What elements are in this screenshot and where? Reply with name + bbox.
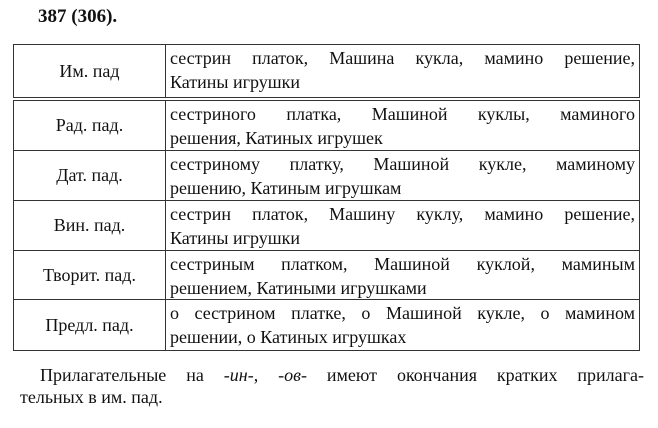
forms-line: решением, Катиными игрушками [170,278,427,298]
rule-note-text: Прилагательные на [40,365,224,385]
forms-line: сестриного платка, Машиной куклы, маминого [170,104,635,124]
table-row [14,45,639,97]
case-forms [166,300,639,350]
table-row [14,151,639,201]
case-name: Рад. пад. [14,101,166,150]
forms-line: сестрин платок, Машина кукла, мамино решение, [170,48,635,68]
case-forms [166,45,639,97]
suffix-ov: -ов- [278,365,307,385]
forms-line: сестриным платком, Машиной куклой, маминым [170,254,635,274]
case-forms [166,101,639,150]
case-name: Творит. пад. [14,251,166,299]
case-table-oblique [13,100,640,351]
case-forms [166,251,639,299]
case-name: Дат. пад. [14,151,166,200]
forms-line: Катины игрушки [170,228,301,248]
forms-line: Катины игрушки [170,72,301,92]
case-name: Вин. пад. [14,201,166,250]
rule-note-separator: , [253,365,279,385]
suffix-in: -ин- [223,365,254,385]
case-forms [166,201,639,250]
forms-line: сестрин платок, Машину куклу, мамино решение, [170,204,635,224]
rule-note-line: тельных в им. пад. [20,387,163,407]
forms-line: о сестрином платке, о Машиной кукле, о мамином [170,303,635,323]
forms-line: сестриному платку, Машиной кукле, маминому [170,154,635,174]
table-row [14,300,639,350]
rule-note-text: имеют окончания кратких прилага- [306,365,644,385]
table-row [14,101,639,151]
table-row [14,201,639,251]
exercise-number: 387 (306). [38,6,118,27]
forms-line: решению, Катиным игрушкам [170,178,402,198]
case-name: Им. пад [14,45,166,97]
forms-line: решении, о Катиных игрушках [170,327,407,347]
case-name: Предл. пад. [14,300,166,350]
forms-line: решения, Катиных игрушек [170,128,383,148]
case-forms [166,151,639,200]
case-table-nominative [13,44,640,98]
table-row [14,251,639,300]
rule-note [20,364,644,408]
rule-note-line [20,364,644,386]
